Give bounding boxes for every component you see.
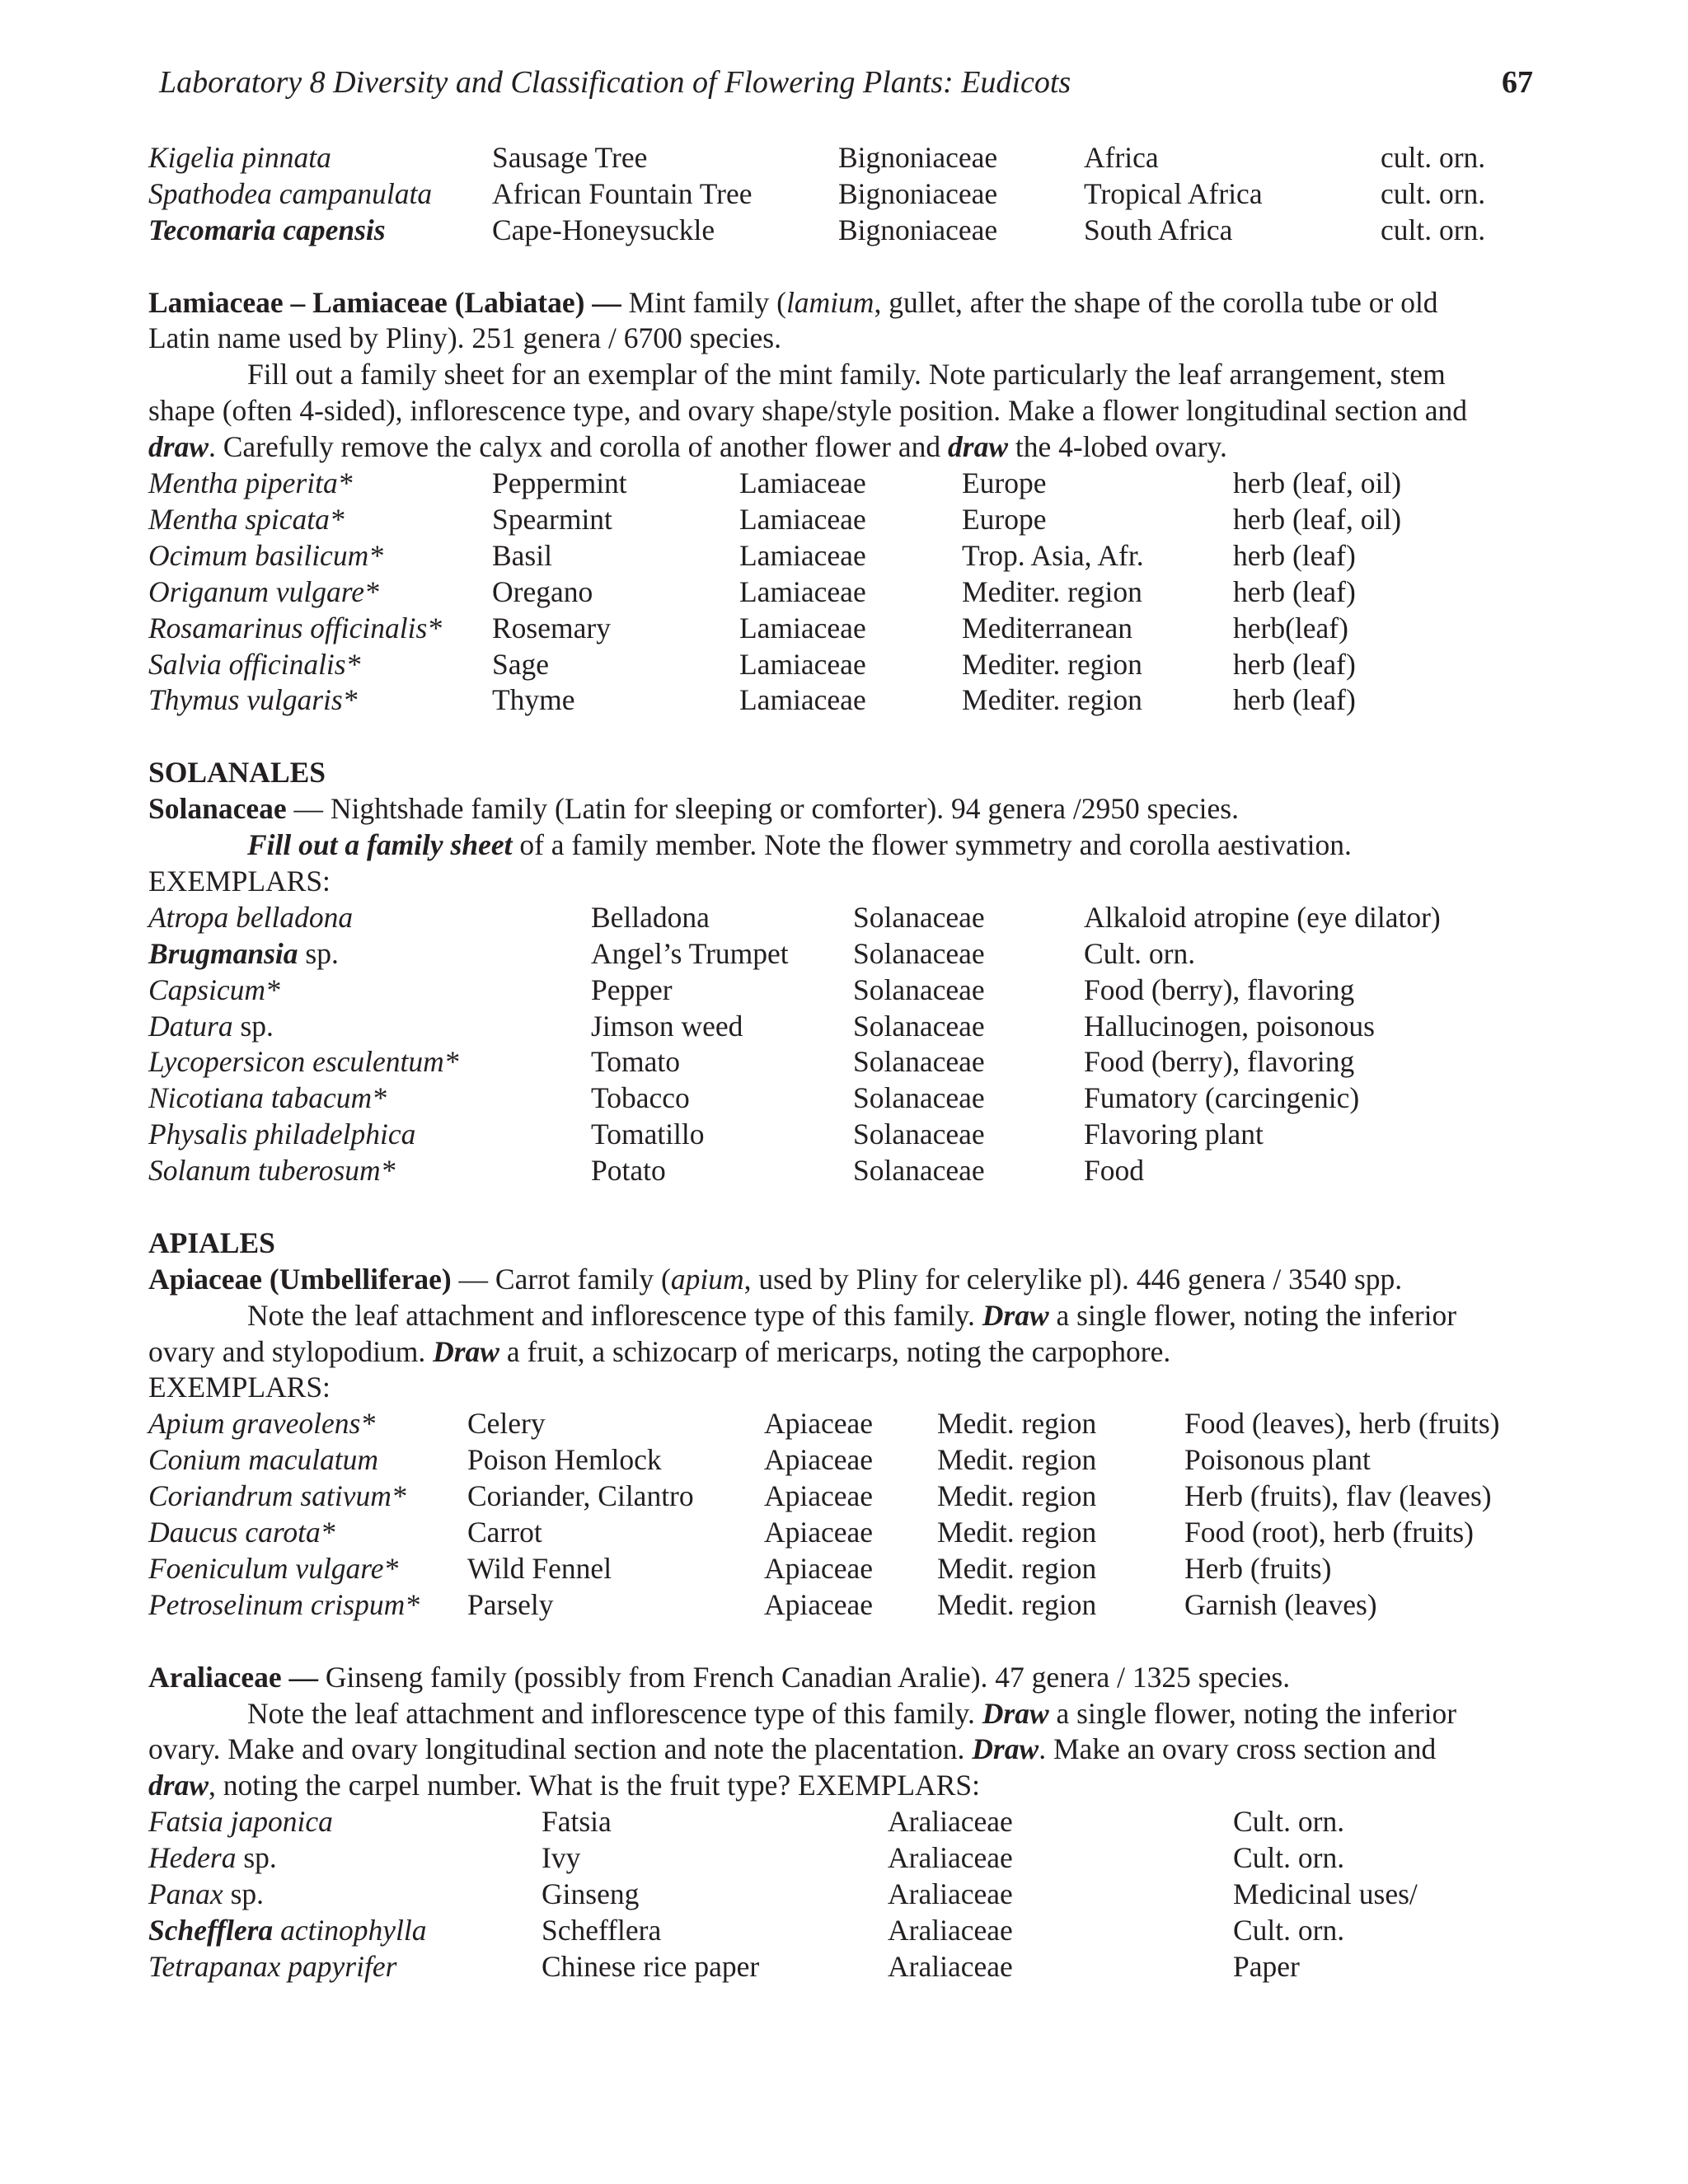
family-heading: Solanaceae — Nightshade family (Latin for sleeping or comforter). 94 genera /2950 species. bbox=[148, 792, 1239, 826]
family-name: Apiaceae bbox=[764, 1587, 874, 1621]
use: herb (leaf) bbox=[1233, 538, 1356, 572]
family-name: Lamiaceae bbox=[739, 502, 866, 536]
use: Garnish (leaves) bbox=[1184, 1587, 1377, 1621]
table-row bbox=[148, 682, 1550, 719]
common-name: Thyme bbox=[492, 683, 575, 717]
common-name: Poison Hemlock bbox=[467, 1443, 662, 1477]
table-row bbox=[148, 1515, 1550, 1551]
origin: Europe bbox=[962, 466, 1047, 500]
origin: Medit. region bbox=[937, 1551, 1097, 1585]
common-name: Celery bbox=[467, 1407, 546, 1441]
lamiaceae-table bbox=[148, 466, 1550, 719]
araliaceae-table bbox=[148, 1804, 1550, 1985]
common-name: Carrot bbox=[467, 1516, 542, 1549]
table-row bbox=[148, 502, 1550, 538]
origin: Medit. region bbox=[937, 1516, 1097, 1549]
family-name: Bignoniaceae bbox=[838, 213, 998, 246]
order-heading: APIALES bbox=[148, 1226, 275, 1259]
bignoniaceae-table bbox=[148, 140, 1550, 249]
species-name: Physalis philadelphica bbox=[148, 1118, 416, 1151]
use: herb(leaf) bbox=[1233, 611, 1348, 644]
origin: Medit. region bbox=[937, 1479, 1097, 1513]
origin: Mediter. region bbox=[962, 574, 1142, 608]
table-row bbox=[148, 176, 1550, 213]
table-row bbox=[148, 1153, 1550, 1189]
family-heading: Araliaceae — Ginseng family (possibly from French Canadian Aralie). 47 genera / 1325 species. bbox=[148, 1660, 1291, 1694]
species-name: Solanum tuberosum* bbox=[148, 1154, 396, 1188]
family-name: Apiaceae bbox=[764, 1407, 874, 1441]
table-row bbox=[148, 1117, 1550, 1153]
use: Hallucinogen, poisonous bbox=[1084, 1009, 1375, 1043]
common-name: African Fountain Tree bbox=[492, 176, 753, 210]
common-name: Oregano bbox=[492, 574, 593, 608]
species-name: Rosamarinus officinalis* bbox=[148, 611, 443, 644]
family-name: Lamiaceae bbox=[739, 574, 866, 608]
use: Herb (fruits) bbox=[1184, 1551, 1332, 1585]
species-name: Tecomaria capensis bbox=[148, 213, 386, 246]
family-name: Solanaceae bbox=[853, 972, 985, 1006]
use: Paper bbox=[1233, 1949, 1300, 1983]
family-name: Araliaceae bbox=[888, 1841, 1013, 1875]
common-name: Tomatillo bbox=[591, 1118, 705, 1151]
table-row bbox=[148, 140, 1550, 176]
species-name: Petroselinum crispum* bbox=[148, 1587, 420, 1621]
table-row bbox=[148, 1949, 1550, 1985]
family-name: Solanaceae bbox=[853, 936, 985, 970]
table-row bbox=[148, 1009, 1550, 1045]
origin: South Africa bbox=[1084, 213, 1233, 246]
use: Herb (fruits), flav (leaves) bbox=[1184, 1479, 1492, 1513]
use: herb (leaf, oil) bbox=[1233, 466, 1402, 500]
order-heading: SOLANALES bbox=[148, 756, 326, 790]
table-row bbox=[148, 1913, 1550, 1949]
table-row bbox=[148, 1442, 1550, 1479]
common-name: Sausage Tree bbox=[492, 141, 648, 174]
common-name: Parsely bbox=[467, 1587, 554, 1621]
common-name: Basil bbox=[492, 538, 552, 572]
species-name: Ocimum basilicum* bbox=[148, 538, 383, 572]
species-name: Daucus carota* bbox=[148, 1516, 335, 1549]
species-name: Thymus vulgaris* bbox=[148, 683, 358, 717]
page-body bbox=[148, 140, 1550, 1985]
origin: Mediter. region bbox=[962, 683, 1142, 717]
family-name: Lamiaceae bbox=[739, 611, 866, 644]
lamiaceae-section bbox=[148, 285, 1550, 719]
instruction-text: Fill out a family sheet of a family member. Note the flower symmetry and corolla aestivation. bbox=[247, 828, 1352, 862]
family-name: Bignoniaceae bbox=[838, 176, 998, 210]
family-heading: Lamiaceae – Lamiaceae (Labiatae) — Mint family (lamium, gullet, after the shape of the corolla tube or old bbox=[148, 285, 1438, 319]
common-name: Tomato bbox=[591, 1045, 680, 1079]
species-name: Mentha spicata* bbox=[148, 502, 345, 536]
table-row bbox=[148, 466, 1550, 502]
origin: Africa bbox=[1084, 141, 1159, 174]
family-name: Apiaceae bbox=[764, 1479, 874, 1513]
table-row bbox=[148, 647, 1550, 683]
species-name: Nicotiana tabacum* bbox=[148, 1081, 387, 1115]
instruction-text: Fill out a family sheet for an exemplar of the mint family. Note particularly the leaf arrangement, stem bbox=[247, 358, 1446, 391]
use: Cult. orn. bbox=[1233, 1841, 1345, 1875]
common-name: Schefflera bbox=[542, 1913, 662, 1947]
solanales-section bbox=[148, 755, 1550, 1189]
common-name: Ivy bbox=[542, 1841, 581, 1875]
origin: Mediter. region bbox=[962, 647, 1142, 681]
origin: Medit. region bbox=[937, 1407, 1097, 1441]
family-name: Lamiaceae bbox=[739, 683, 866, 717]
use: cult. orn. bbox=[1381, 213, 1486, 246]
species-name: Mentha piperita* bbox=[148, 466, 353, 500]
origin: Tropical Africa bbox=[1084, 176, 1263, 210]
family-name: Solanaceae bbox=[853, 1154, 985, 1188]
use: herb (leaf) bbox=[1233, 647, 1356, 681]
species-name: Tetrapanax papyrifer bbox=[148, 1949, 397, 1983]
use: Cult. orn. bbox=[1233, 1913, 1345, 1947]
use: Poisonous plant bbox=[1184, 1443, 1371, 1477]
table-row bbox=[148, 1877, 1550, 1913]
common-name: Fatsia bbox=[542, 1805, 612, 1839]
family-name: Solanaceae bbox=[853, 1081, 985, 1115]
species-name: Origanum vulgare* bbox=[148, 574, 379, 608]
exemplars-label: EXEMPLARS: bbox=[148, 864, 331, 898]
use: Alkaloid atropine (eye dilator) bbox=[1084, 900, 1441, 934]
family-name: Solanaceae bbox=[853, 900, 985, 934]
origin: Medit. region bbox=[937, 1587, 1097, 1621]
table-row bbox=[148, 213, 1550, 249]
common-name: Sage bbox=[492, 647, 550, 681]
common-name: Pepper bbox=[591, 972, 673, 1006]
species-name: Foeniculum vulgare* bbox=[148, 1551, 399, 1585]
family-name: Lamiaceae bbox=[739, 647, 866, 681]
species-name: Hedera sp. bbox=[148, 1841, 277, 1875]
family-name: Araliaceae bbox=[888, 1877, 1013, 1911]
family-name: Solanaceae bbox=[853, 1045, 985, 1079]
common-name: Cape-Honeysuckle bbox=[492, 213, 715, 246]
table-row bbox=[148, 1804, 1550, 1840]
use: Food (root), herb (fruits) bbox=[1184, 1516, 1474, 1549]
species-name: Salvia officinalis* bbox=[148, 647, 361, 681]
common-name: Rosemary bbox=[492, 611, 611, 644]
common-name: Belladona bbox=[591, 900, 710, 934]
table-row bbox=[148, 611, 1550, 647]
species-name: Apium graveolens* bbox=[148, 1407, 376, 1441]
common-name: Angel’s Trumpet bbox=[591, 936, 789, 970]
family-name: Solanaceae bbox=[853, 1009, 985, 1043]
species-name: Atropa belladona bbox=[148, 900, 354, 934]
apiales-section bbox=[148, 1226, 1550, 1624]
species-name: Lycopersicon esculentum* bbox=[148, 1045, 459, 1079]
family-name: Apiaceae bbox=[764, 1443, 874, 1477]
species-name: Kigelia pinnata bbox=[148, 141, 331, 174]
use: Medicinal uses/ bbox=[1233, 1877, 1418, 1911]
origin: Medit. region bbox=[937, 1443, 1097, 1477]
use: Food (berry), flavoring bbox=[1084, 972, 1355, 1006]
use: herb (leaf) bbox=[1233, 683, 1356, 717]
use: cult. orn. bbox=[1381, 176, 1486, 210]
common-name: Peppermint bbox=[492, 466, 627, 500]
family-description: Latin name used by Pliny). 251 genera / 6700 species. bbox=[148, 321, 781, 355]
table-row bbox=[148, 1080, 1550, 1117]
table-row bbox=[148, 1840, 1550, 1877]
table-row bbox=[148, 1479, 1550, 1515]
common-name: Potato bbox=[591, 1154, 666, 1188]
instruction-text: ovary. Make and ovary longitudinal section and note the placentation. Draw. Make an ovary cross section and bbox=[148, 1732, 1437, 1766]
species-name: Capsicum* bbox=[148, 972, 280, 1006]
common-name: Tobacco bbox=[591, 1081, 690, 1115]
common-name: Ginseng bbox=[542, 1877, 640, 1911]
solanaceae-table bbox=[148, 900, 1550, 1189]
table-row bbox=[148, 1044, 1550, 1080]
origin: Europe bbox=[962, 502, 1047, 536]
use: cult. orn. bbox=[1381, 141, 1486, 174]
exemplars-label: EXEMPLARS: bbox=[148, 1371, 331, 1404]
species-name: Datura sp. bbox=[148, 1009, 274, 1043]
table-row bbox=[148, 1551, 1550, 1587]
use: Cult. orn. bbox=[1233, 1805, 1345, 1839]
table-row bbox=[148, 972, 1550, 1009]
family-name: Solanaceae bbox=[853, 1118, 985, 1151]
use: Food bbox=[1084, 1154, 1144, 1188]
family-name: Apiaceae bbox=[764, 1551, 874, 1585]
species-name: Fatsia japonica bbox=[148, 1805, 333, 1839]
table-row bbox=[148, 1587, 1550, 1624]
apiaceae-table bbox=[148, 1406, 1550, 1623]
use: Cult. orn. bbox=[1084, 936, 1196, 970]
table-row bbox=[148, 538, 1550, 574]
origin: Mediterranean bbox=[962, 611, 1132, 644]
page-number: 67 bbox=[1502, 65, 1533, 100]
instruction-text: Note the leaf attachment and inflorescence type of this family. Draw a single flower, noting the inferior bbox=[247, 1696, 1457, 1730]
family-name: Bignoniaceae bbox=[838, 141, 998, 174]
table-row bbox=[148, 900, 1550, 936]
instruction-text: draw, noting the carpel number. What is the fruit type? EXEMPLARS: bbox=[148, 1769, 980, 1802]
species-name: Conium maculatum bbox=[148, 1443, 379, 1477]
species-name: Coriandrum sativum* bbox=[148, 1479, 406, 1513]
family-name: Araliaceae bbox=[888, 1913, 1013, 1947]
species-name: Schefflera actinophylla bbox=[148, 1913, 427, 1947]
species-name: Spathodea campanulata bbox=[148, 176, 433, 210]
origin: Trop. Asia, Afr. bbox=[962, 538, 1144, 572]
araliaceae-section bbox=[148, 1660, 1550, 1985]
use: herb (leaf) bbox=[1233, 574, 1356, 608]
family-heading: Apiaceae (Umbelliferae) — Carrot family (apium, used by Pliny for celerylike pl). 446 genera / 3540 spp. bbox=[148, 1262, 1403, 1296]
table-row bbox=[148, 1406, 1550, 1442]
table-row bbox=[148, 574, 1550, 611]
family-name: Lamiaceae bbox=[739, 538, 866, 572]
family-name: Apiaceae bbox=[764, 1516, 874, 1549]
common-name: Wild Fennel bbox=[467, 1551, 612, 1585]
running-header-title: Laboratory 8 Diversity and Classification of Flowering Plants: Eudicots bbox=[159, 65, 1071, 100]
table-row bbox=[148, 936, 1550, 972]
use: Food (leaves), herb (fruits) bbox=[1184, 1407, 1500, 1441]
common-name: Coriander, Cilantro bbox=[467, 1479, 694, 1513]
use: Fumatory (carcingenic) bbox=[1084, 1081, 1360, 1115]
instruction-text: draw. Carefully remove the calyx and corolla of another flower and draw the 4-lobed ovary. bbox=[148, 430, 1227, 464]
common-name: Chinese rice paper bbox=[542, 1949, 760, 1983]
instruction-text: shape (often 4-sided), inflorescence type, and ovary shape/style position. Make a flower longitudinal section and bbox=[148, 394, 1467, 428]
family-name: Lamiaceae bbox=[739, 466, 866, 500]
instruction-text: ovary and stylopodium. Draw a fruit, a schizocarp of mericarps, noting the carpophore. bbox=[148, 1334, 1171, 1368]
species-name: Panax sp. bbox=[148, 1877, 265, 1911]
use: herb (leaf, oil) bbox=[1233, 502, 1402, 536]
use: Flavoring plant bbox=[1084, 1118, 1264, 1151]
instruction-text: Note the leaf attachment and inflorescence type of this family. Draw a single flower, noting the inferior bbox=[247, 1298, 1457, 1332]
family-name: Araliaceae bbox=[888, 1949, 1013, 1983]
common-name: Jimson weed bbox=[591, 1009, 743, 1043]
family-name: Araliaceae bbox=[888, 1805, 1013, 1839]
use: Food (berry), flavoring bbox=[1084, 1045, 1355, 1079]
species-name: Brugmansia sp. bbox=[148, 936, 339, 970]
common-name: Spearmint bbox=[492, 502, 612, 536]
